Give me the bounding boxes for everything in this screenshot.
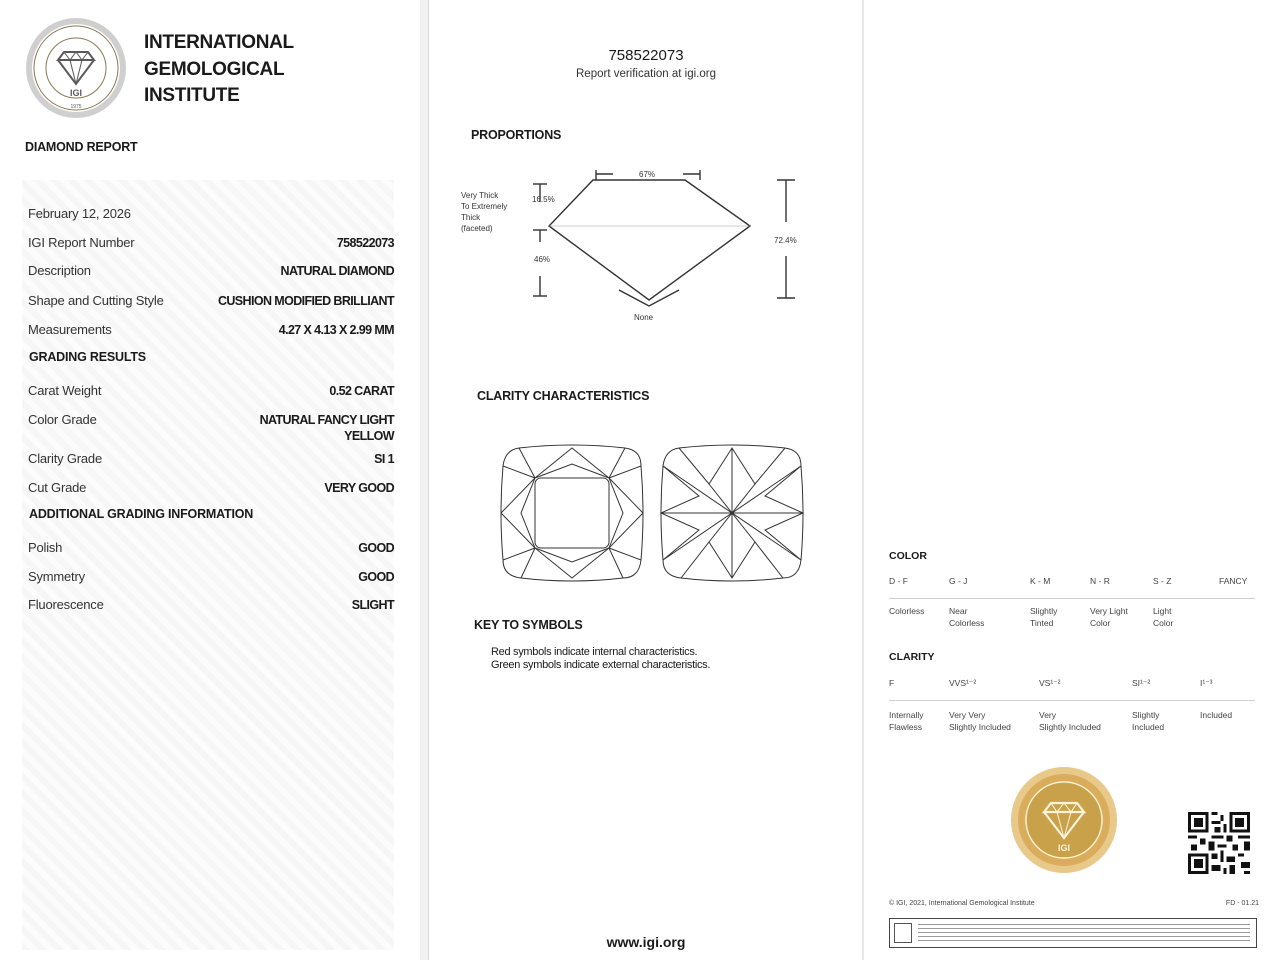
color-scale-heading: COLOR: [889, 550, 927, 562]
pavilion-percent: 46%: [534, 255, 551, 264]
shape-value: CUSHION MODIFIED BRILLIANT: [217, 294, 394, 308]
copyright-text: © IGI, 2021, International Gemological Institute: [889, 900, 1035, 907]
gold-igi-seal: [1010, 766, 1118, 874]
proportions-panel: [428, 0, 864, 960]
grading-scales-panel: COLOR D - F G - J K - M N - R S - Z FANCY Colorless Near Colorless Slightly Tinted Very Light Color Light Color CLARITY F VVS¹⁻² VS¹⁻² SI¹⁻² I¹⁻³ Internally Flawless Very Very Slightly Included Very Slightly Included Slightly Included Included IGI © IGI, 2021, International Gemological Institute FD - 01.21: [864, 0, 1280, 960]
seal-year: 1975: [70, 104, 82, 110]
symmetry-value: GOOD: [358, 570, 394, 584]
qr-code: [1188, 812, 1250, 874]
pavilion-plot-diagram: [659, 444, 805, 582]
report-number: 758522073: [608, 47, 684, 64]
report-summary-panel: IGI 1975 INTERNATIONAL GEMOLOGICAL INSTITUTE DIAMOND REPORT February 12, 2026 IGI Report Number 758522073 Description NATURAL DIAMOND Shape and Cutting Style CUSHION MODIFIED BRILLIANT Measurements 4.27 X 4.13 X 2.99 MM GRADING RESULTS Carat Weight 0.52 CARAT Color Grade NATURAL FANCY LIGHT YELLOW Clarity Grade SI 1 Cut Grade VERY GOOD ADDITIONAL GRADING INFORMATION Polish GOOD Symmetry GOOD Fluorescence SLIGHT: [0, 0, 420, 960]
proportions-diagram: [429, 150, 863, 330]
gold-seal-logo-text: IGI: [1057, 843, 1071, 853]
total-depth-percent: 72.4%: [774, 236, 797, 245]
report-date: February 12, 2026: [28, 206, 131, 221]
organization-name: INTERNATIONAL GEMOLOGICAL INSTITUTE: [144, 32, 294, 106]
description-value: NATURAL DIAMOND: [280, 264, 394, 278]
measurements-value: 4.27 X 4.13 X 2.99 MM: [278, 323, 394, 337]
cut-grade-value: VERY GOOD: [324, 481, 394, 495]
seal-logo-text: IGI: [69, 88, 83, 98]
clarity-grade-value: SI 1: [374, 452, 394, 466]
carat-value: 0.52 CARAT: [329, 384, 394, 398]
key-to-symbols-text: Red symbols indicate internal characteristics. Green symbols indicate external characteristics.: [491, 646, 711, 671]
igi-seal-logo: [24, 16, 128, 120]
svg-text:Very Thick: Very Thick: [461, 191, 499, 200]
document-icon: [894, 923, 912, 943]
color-scale-divider: [889, 598, 1255, 599]
color-grade-value: NATURAL FANCY LIGHT YELLOW: [259, 413, 394, 443]
svg-text:To Extremely: To Extremely: [461, 202, 508, 211]
report-number-value: 758522073: [336, 236, 394, 250]
grading-results-heading: GRADING RESULTS: [29, 350, 146, 364]
svg-text:(faceted): (faceted): [461, 224, 493, 233]
crown-percent: 16.5%: [532, 195, 555, 204]
girdle-label: [461, 191, 507, 233]
report-title: DIAMOND REPORT: [25, 140, 138, 154]
proportions-heading: PROPORTIONS: [471, 128, 562, 142]
security-notice-box: [889, 918, 1257, 948]
verification-note: Report verification at igi.org: [576, 68, 716, 80]
clarity-scale-heading: CLARITY: [889, 651, 935, 663]
crown-plot-diagram: [499, 444, 645, 582]
table-percent: 67%: [639, 170, 656, 179]
svg-text:Thick: Thick: [461, 213, 481, 222]
clarity-characteristics-heading: CLARITY CHARACTERISTICS: [477, 389, 650, 403]
additional-info-heading: ADDITIONAL GRADING INFORMATION: [29, 507, 254, 521]
polish-value: GOOD: [358, 541, 394, 555]
website-link: www.igi.org: [606, 934, 686, 950]
key-to-symbols-heading: KEY TO SYMBOLS: [474, 618, 583, 632]
copyright-footer: [889, 900, 1259, 907]
culet-label: None: [634, 313, 654, 322]
fluorescence-value: SLIGHT: [351, 598, 394, 612]
clarity-scale-divider: [889, 700, 1255, 701]
panel-fold: [420, 0, 428, 960]
fine-print-lines: [918, 924, 1250, 942]
form-code: FD - 01.21: [1225, 900, 1259, 907]
